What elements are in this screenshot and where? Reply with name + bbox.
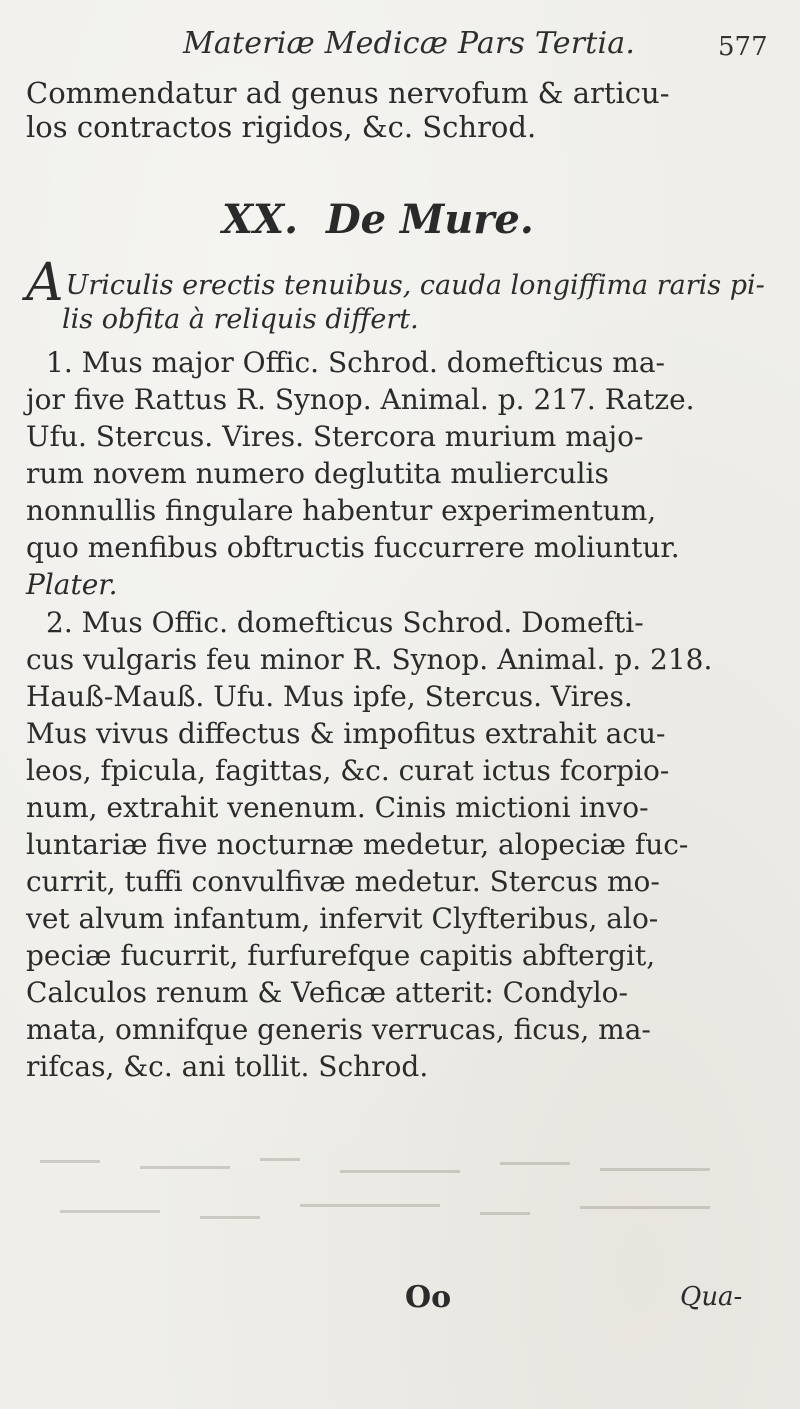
section-title-text: De Mure.: [325, 196, 534, 243]
section-heading: [222, 196, 534, 243]
page-number: 577: [718, 32, 768, 62]
entry-line: nonnullis fingulare habentur experimentum,: [26, 494, 657, 527]
signature-mark: Oo: [405, 1280, 452, 1315]
entry-line: jor five Rattus R. Synop. Animal. p. 217. Ratze.: [26, 383, 695, 416]
entry-line: Ufu. Stercus. Vires. Stercora murium majo-: [26, 420, 644, 453]
drop-initial: A: [26, 253, 64, 313]
entry-line: quo menfibus obftructis fuccurrere moliuntur.: [26, 531, 680, 564]
entry-line: Hauß-Mauß. Ufu. Mus ipfe, Stercus. Vires.: [26, 680, 633, 713]
entry-line: 1. Mus major Offic. Schrod. domefticus ma-: [46, 346, 665, 379]
page-footer: [0, 1280, 800, 1340]
diagnosis-line-1-text: Uriculis erectis tenuibus, cauda longiffima raris pi-: [65, 270, 765, 301]
entry-line: cus vulgaris feu minor R. Synop. Animal. p. 218.: [26, 643, 713, 676]
entry-line: peciæ fucurrit, furfurefque capitis abftergit,: [26, 939, 656, 972]
entry-line: mata, omnifque generis verrucas, ficus, ma-: [26, 1013, 651, 1046]
entry-line: Mus vivus diffectus & impofitus extrahit acu-: [26, 717, 666, 750]
entry-line: rum novem numero deglutita mulierculis: [26, 457, 609, 490]
entry-line: leos, fpicula, fagittas, &c. curat ictus fcorpio-: [26, 754, 670, 787]
entry-line: vet alvum infantum, infervit Clyfteribus, alo-: [26, 902, 659, 935]
diagnosis-line-2: lis obfita à reliquis differt.: [62, 304, 419, 335]
diagnosis-line-1: [26, 253, 765, 313]
entry-line: 2. Mus Offic. domefticus Schrod. Domefti-: [46, 606, 644, 639]
intro-line-2: los contractos rigidos, &c. Schrod.: [26, 110, 537, 144]
entry-line: rifcas, &c. ani tollit. Schrod.: [26, 1050, 429, 1083]
entry-line: currit, tuffi convulfivæ medetur. Stercus mo-: [26, 865, 660, 898]
page-header: [0, 26, 800, 66]
section-number: XX.: [222, 196, 298, 243]
running-title: Materiæ Medicæ Pars Tertia.: [183, 26, 636, 61]
intro-line-1: Commendatur ad genus nervofum & articu-: [26, 76, 670, 110]
bleed-through-texture: [0, 1140, 800, 1260]
entry-line: num, extrahit venenum. Cinis mictioni invo-: [26, 791, 649, 824]
entry-line: Plater.: [26, 568, 118, 601]
entry-line: luntariæ five nocturnæ medetur, alopeciæ fuc-: [26, 828, 689, 861]
catchword: Qua-: [680, 1282, 743, 1312]
entry-line: Calculos renum & Veficæ atterit: Condylo-: [26, 976, 628, 1009]
